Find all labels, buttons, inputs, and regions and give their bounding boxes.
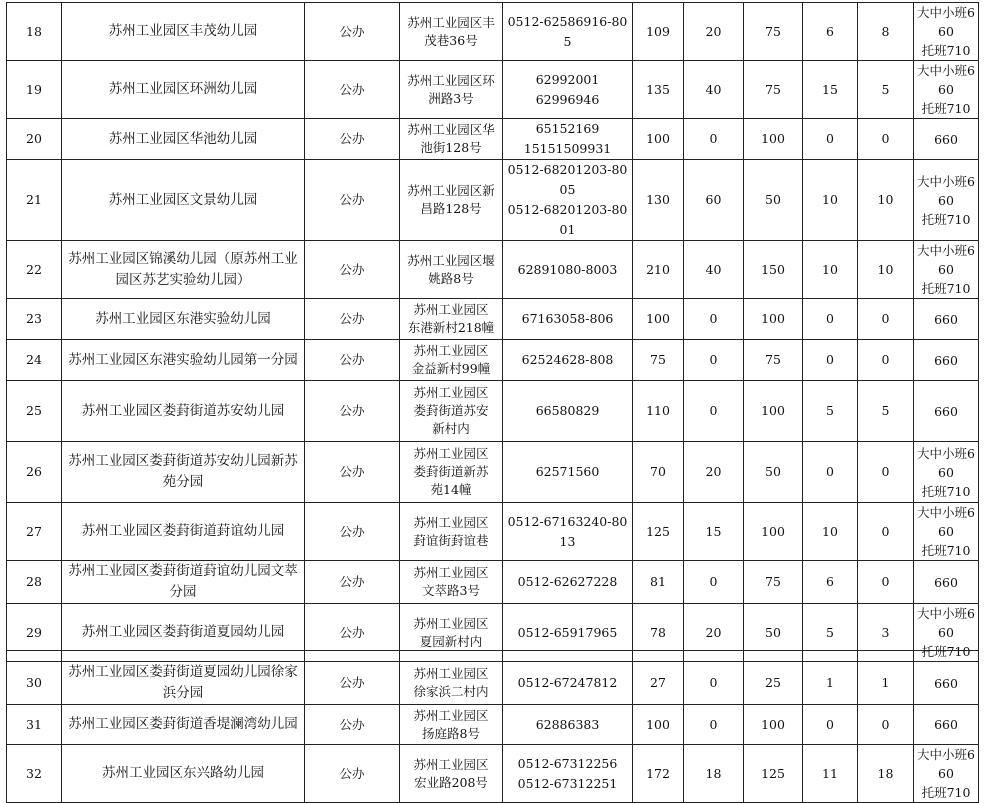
address-line: 娄葑街道新苏: [413, 464, 489, 479]
phone-line: 0512-68201203-8001: [507, 202, 628, 237]
count-cell-c4: 10: [858, 160, 914, 241]
table-row: [7, 299, 979, 340]
count-cell-c1: 0: [684, 299, 744, 340]
count-cell-c4: 0: [858, 442, 914, 503]
count-cell-c1: 20: [684, 604, 744, 662]
address-line: 苏州工业园区: [413, 615, 489, 631]
count-cell-c1: 0: [684, 119, 744, 160]
fee-line: 大中小班660: [917, 173, 975, 208]
address-cell: [400, 381, 503, 442]
row-number-cell: 21: [7, 160, 62, 241]
fee-cell: [914, 442, 979, 503]
count-cell-c3: 0: [803, 705, 858, 745]
count-cell-c4: 3: [858, 604, 914, 662]
kindergarten-name-cell: 苏州工业园区丰茂幼儿园: [62, 3, 305, 61]
ownership-type-cell: 公办: [305, 561, 400, 604]
table-row: [7, 61, 979, 119]
fee-line: 大中小班660: [917, 243, 975, 277]
fee-cell: [914, 299, 979, 340]
row-number-cell: 32: [7, 745, 62, 803]
table-row: [7, 160, 979, 241]
count-cell-total: 130: [633, 160, 684, 241]
ownership-type-cell: 公办: [305, 705, 400, 745]
fee-cell: [914, 61, 979, 119]
address-line: 苏州工业园区丰: [407, 14, 495, 30]
count-cell-total: 27: [633, 662, 684, 705]
address-line: 徐家浜二村内: [413, 684, 489, 699]
phone-cell: [503, 705, 633, 745]
fee-cell: [914, 241, 979, 299]
kindergarten-name-cell: 苏州工业园区娄葑街道葑谊幼儿园: [62, 503, 305, 561]
address-line: 东港新村218幢: [407, 320, 495, 335]
count-cell-c4: 18: [858, 745, 914, 803]
address-cell: [400, 705, 503, 745]
count-cell-c3: 0: [803, 340, 858, 381]
address-line: 苏州工业园区: [413, 343, 489, 358]
fee-cell: [914, 561, 979, 604]
address-line: 苏州工业园区堰: [407, 252, 495, 268]
kindergarten-name-cell: 苏州工业园区娄葑街道苏安幼儿园: [62, 381, 305, 442]
count-cell-c1: 0: [684, 340, 744, 381]
kindergarten-name-cell: 苏州工业园区娄葑街道葑谊幼儿园文萃分园: [62, 561, 305, 604]
phone-cell: [503, 381, 633, 442]
phone-cell: [503, 561, 633, 604]
count-cell-c2: 150: [744, 241, 803, 299]
fee-cell: [914, 160, 979, 241]
kindergarten-name-cell: 苏州工业园区东港实验幼儿园第一分园: [62, 340, 305, 381]
ownership-type-cell: 公办: [305, 241, 400, 299]
count-cell-c1: 0: [684, 381, 744, 442]
count-cell-c4: 0: [858, 340, 914, 381]
count-cell-c4: 0: [858, 119, 914, 160]
fee-cell: [914, 662, 979, 705]
phone-line: 62996946: [535, 91, 600, 107]
count-cell-c2: 50: [744, 160, 803, 241]
kindergarten-name-cell: 苏州工业园区东兴路幼儿园: [62, 745, 305, 803]
address-line: 昌路128号: [420, 201, 482, 216]
fee-line: 660: [934, 131, 958, 147]
address-cell: [400, 299, 503, 340]
phone-line: 0512-67312251: [517, 775, 618, 791]
row-number-cell: 31: [7, 705, 62, 745]
table-row: [7, 561, 979, 604]
phone-line: 0512-67163240-8013: [507, 513, 628, 549]
phone-cell: [503, 442, 633, 503]
table-row: [7, 662, 979, 705]
address-line: 洲路3号: [428, 90, 474, 106]
kindergarten-name-cell: 苏州工业园区娄葑街道苏安幼儿园新苏苑分园: [62, 442, 305, 503]
count-cell-total: 100: [633, 119, 684, 160]
address-line: 金益新村99幢: [411, 361, 491, 376]
kindergarten-name-cell: 苏州工业园区娄葑街道夏园幼儿园徐家浜分园: [62, 662, 305, 705]
fee-line: 托班710: [921, 483, 971, 499]
table-body: [7, 3, 979, 803]
row-number-cell: 23: [7, 299, 62, 340]
phone-cell: [503, 503, 633, 561]
count-cell-c3: 5: [803, 381, 858, 442]
address-cell: [400, 160, 503, 241]
count-cell-c3: 10: [803, 503, 858, 561]
row-number-cell: 25: [7, 381, 62, 442]
phone-cell: [503, 241, 633, 299]
address-line: 娄葑街道苏安: [413, 403, 489, 418]
phone-line: 0512-67247812: [517, 675, 618, 690]
count-cell-c1: 0: [684, 561, 744, 604]
fee-cell: [914, 503, 979, 561]
count-cell-c2: 75: [744, 61, 803, 119]
address-line: 苏州工业园区: [413, 666, 489, 681]
phone-cell: [503, 299, 633, 340]
address-line: 苏州工业园区: [413, 707, 489, 723]
fee-line: 大中小班660: [917, 63, 975, 97]
address-line: 夏园新村内: [419, 633, 483, 649]
table-row: [7, 340, 979, 381]
phone-cell: [503, 340, 633, 381]
table-row: [7, 745, 979, 803]
count-cell-c2: 100: [744, 119, 803, 160]
table-row: [7, 241, 979, 299]
address-line: 苏州工业园区: [413, 302, 489, 317]
phone-line: 62571560: [535, 464, 600, 479]
count-cell-c1: 20: [684, 442, 744, 503]
count-cell-c1: 0: [684, 662, 744, 705]
address-line: 苏州工业园区新: [407, 183, 495, 198]
ownership-type-cell: 公办: [305, 662, 400, 705]
phone-line: 15151509931: [523, 141, 612, 156]
count-cell-c1: 40: [684, 241, 744, 299]
fee-line: 大中小班660: [917, 747, 975, 781]
ownership-type-cell: 公办: [305, 503, 400, 561]
table-row: [7, 705, 979, 745]
address-line: 苏州工业园区: [413, 756, 489, 772]
fee-line: 660: [934, 352, 958, 368]
fee-line: 托班710: [921, 543, 971, 558]
ownership-type-cell: 公办: [305, 604, 400, 662]
count-cell-c2: 50: [744, 604, 803, 662]
phone-cell: [503, 662, 633, 705]
count-cell-c4: 0: [858, 299, 914, 340]
count-cell-total: 109: [633, 3, 684, 61]
fee-line: 660: [934, 574, 958, 590]
fee-line: 托班710: [921, 43, 971, 58]
phone-cell: [503, 61, 633, 119]
count-cell-c1: 20: [684, 3, 744, 61]
row-number-cell: 27: [7, 503, 62, 561]
ownership-type-cell: 公办: [305, 381, 400, 442]
fee-line: 大中小班660: [917, 505, 975, 539]
count-cell-c4: 0: [858, 705, 914, 745]
address-cell: [400, 3, 503, 61]
row-number-cell: 26: [7, 442, 62, 503]
count-cell-c4: 8: [858, 3, 914, 61]
address-cell: [400, 745, 503, 803]
phone-line: 0512-62627228: [517, 574, 618, 589]
count-cell-total: 210: [633, 241, 684, 299]
count-cell-c3: 0: [803, 442, 858, 503]
count-cell-c2: 100: [744, 299, 803, 340]
fee-cell: [914, 3, 979, 61]
address-line: 苏州工业园区: [413, 514, 489, 530]
count-cell-c1: 40: [684, 61, 744, 119]
fee-line: 大中小班660: [917, 445, 975, 480]
count-cell-total: 135: [633, 61, 684, 119]
count-cell-total: 78: [633, 604, 684, 662]
fee-line: 托班710: [921, 644, 971, 659]
ownership-type-cell: 公办: [305, 61, 400, 119]
ownership-type-cell: 公办: [305, 442, 400, 503]
fee-cell: [914, 119, 979, 160]
phone-cell: [503, 119, 633, 160]
count-cell-c3: 10: [803, 160, 858, 241]
address-line: 苏州工业园区华: [407, 122, 495, 137]
phone-line: 0512-65917965: [517, 624, 618, 640]
count-cell-c3: 1: [803, 662, 858, 705]
ownership-type-cell: 公办: [305, 340, 400, 381]
address-line: 扬庭路8号: [422, 725, 480, 741]
fee-line: 660: [934, 675, 958, 691]
row-number-cell: 24: [7, 340, 62, 381]
kindergarten-name-cell: 苏州工业园区娄葑街道夏园幼儿园: [62, 604, 305, 662]
phone-line: 62524628-808: [521, 352, 614, 367]
phone-cell: [503, 160, 633, 241]
address-cell: [400, 340, 503, 381]
phone-line: 62886383: [535, 716, 600, 732]
count-cell-total: 125: [633, 503, 684, 561]
row-number-cell: 18: [7, 3, 62, 61]
row-number-cell: 22: [7, 241, 62, 299]
address-line: 苏州工业园区: [413, 385, 489, 400]
kindergarten-name-cell: 苏州工业园区锦溪幼儿园（原苏州工业园区苏艺实验幼儿园）: [62, 241, 305, 299]
kindergarten-name-cell: 苏州工业园区华池幼儿园: [62, 119, 305, 160]
count-cell-c2: 75: [744, 3, 803, 61]
phone-line: 0512-67312256: [517, 755, 618, 771]
row-number-cell: 29: [7, 604, 62, 662]
ownership-type-cell: 公办: [305, 160, 400, 241]
count-cell-c1: 15: [684, 503, 744, 561]
address-line: 苑14幢: [430, 482, 472, 497]
count-cell-c2: 100: [744, 381, 803, 442]
fee-line: 托班710: [921, 101, 971, 116]
count-cell-c2: 100: [744, 503, 803, 561]
count-cell-c4: 0: [858, 503, 914, 561]
fee-cell: [914, 340, 979, 381]
count-cell-total: 75: [633, 340, 684, 381]
count-cell-total: 100: [633, 705, 684, 745]
count-cell-c4: 10: [858, 241, 914, 299]
count-cell-c3: 6: [803, 3, 858, 61]
kindergarten-name-cell: 苏州工业园区环洲幼儿园: [62, 61, 305, 119]
address-line: 苏州工业园区: [413, 565, 489, 580]
count-cell-c2: 100: [744, 705, 803, 745]
fee-line: 托班710: [921, 211, 971, 227]
count-cell-total: 172: [633, 745, 684, 803]
table-row: [7, 3, 979, 61]
kindergarten-name-cell: 苏州工业园区文景幼儿园: [62, 160, 305, 241]
kindergarten-name-cell: 苏州工业园区娄葑街道香堤澜湾幼儿园: [62, 705, 305, 745]
address-cell: [400, 119, 503, 160]
fee-line: 660: [934, 311, 958, 327]
fee-line: 660: [934, 717, 958, 732]
next-row-edge: [6, 650, 978, 661]
count-cell-c1: 18: [684, 745, 744, 803]
address-line: 葑谊街葑谊巷: [413, 532, 489, 548]
row-number-cell: 19: [7, 61, 62, 119]
phone-line: 0512-62586916-805: [507, 13, 628, 49]
address-cell: [400, 241, 503, 299]
address-line: 姚路8号: [428, 270, 474, 286]
row-number-cell: 30: [7, 662, 62, 705]
count-cell-c2: 50: [744, 442, 803, 503]
ownership-type-cell: 公办: [305, 119, 400, 160]
count-cell-c3: 5: [803, 604, 858, 662]
address-line: 苏州工业园区: [413, 446, 489, 461]
count-cell-c2: 25: [744, 662, 803, 705]
fee-cell: [914, 705, 979, 745]
row-number-cell: 20: [7, 119, 62, 160]
row-number-cell: 28: [7, 561, 62, 604]
address-cell: [400, 662, 503, 705]
count-cell-total: 100: [633, 299, 684, 340]
count-cell-c3: 0: [803, 299, 858, 340]
ownership-type-cell: 公办: [305, 745, 400, 803]
count-cell-c3: 6: [803, 561, 858, 604]
kindergarten-name-cell: 苏州工业园区东港实验幼儿园: [62, 299, 305, 340]
fee-line: 托班710: [921, 785, 971, 800]
address-line: 新村内: [432, 421, 470, 436]
count-cell-c4: 1: [858, 662, 914, 705]
ownership-type-cell: 公办: [305, 3, 400, 61]
count-cell-total: 110: [633, 381, 684, 442]
count-cell-c3: 10: [803, 241, 858, 299]
count-cell-c4: 5: [858, 381, 914, 442]
fee-line: 托班710: [921, 281, 971, 296]
fee-line: 660: [934, 403, 958, 419]
address-cell: [400, 503, 503, 561]
address-line: 宏业路208号: [414, 774, 488, 790]
phone-line: 66580829: [535, 403, 600, 418]
fee-cell: [914, 745, 979, 803]
address-cell: [400, 442, 503, 503]
kindergarten-table: [6, 2, 979, 803]
phone-line: 67163058-806: [521, 311, 614, 326]
ownership-type-cell: 公办: [305, 299, 400, 340]
phone-cell: [503, 3, 633, 61]
count-cell-c3: 15: [803, 61, 858, 119]
count-cell-c3: 0: [803, 119, 858, 160]
address-cell: [400, 61, 503, 119]
count-cell-c2: 75: [744, 561, 803, 604]
count-cell-total: 70: [633, 442, 684, 503]
fee-line: 大中小班660: [917, 606, 975, 640]
count-cell-c1: 60: [684, 160, 744, 241]
fee-line: 大中小班660: [917, 5, 975, 39]
phone-line: 65152169: [535, 121, 600, 136]
address-line: 茂巷36号: [424, 32, 478, 48]
table-row: [7, 381, 979, 442]
address-line: 池街128号: [420, 140, 482, 155]
phone-line: 62891080-8003: [517, 261, 618, 277]
address-line: 苏州工业园区环: [407, 72, 495, 88]
table-row: [7, 503, 979, 561]
address-line: 文萃路3号: [422, 583, 480, 598]
address-cell: [400, 561, 503, 604]
count-cell-c2: 125: [744, 745, 803, 803]
count-cell-c4: 5: [858, 61, 914, 119]
count-cell-c3: 11: [803, 745, 858, 803]
count-cell-c2: 75: [744, 340, 803, 381]
count-cell-c4: 0: [858, 561, 914, 604]
count-cell-c1: 0: [684, 705, 744, 745]
table-row: [7, 442, 979, 503]
count-cell-total: 81: [633, 561, 684, 604]
phone-line: 0512-68201203-8005: [507, 162, 628, 197]
phone-line: 62992001: [535, 71, 600, 87]
fee-cell: [914, 381, 979, 442]
table-row: [7, 119, 979, 160]
phone-cell: [503, 745, 633, 803]
